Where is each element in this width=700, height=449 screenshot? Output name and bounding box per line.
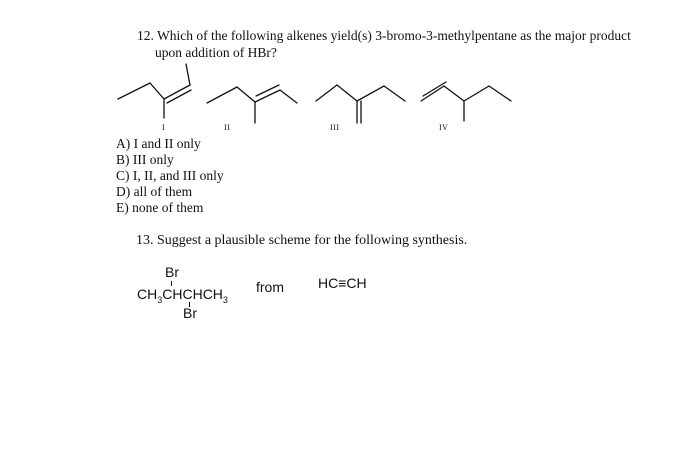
choice-e: E) none of them	[116, 200, 204, 215]
question-12-line-1: 12. Which of the following alkenes yield(s) 3-bromo-3-methylpentane as the major product	[137, 28, 631, 43]
alkene-structure-4	[421, 82, 511, 121]
structure-label-1: I	[162, 123, 166, 132]
from-word: from	[256, 279, 284, 295]
chain-text: $CH_3CHCHCH_3$	[137, 286, 228, 305]
question-13-prompt: 13. Suggest a plausible scheme for the following synthesis.	[136, 233, 468, 248]
structure-label-4: IV	[439, 123, 449, 132]
alkene-structure-1	[118, 64, 191, 118]
alkene-structure-2	[207, 85, 297, 123]
choice-c: C) I, II, and III only	[116, 168, 224, 183]
target-chain	[137, 286, 228, 305]
target-bottom-bromine: Br	[183, 305, 197, 321]
starting-material: HC≡CH	[318, 275, 367, 291]
choice-b: B) III only	[116, 152, 174, 167]
alkene-structure-3	[316, 85, 405, 123]
structure-label-3: III	[330, 123, 340, 132]
choice-d: D) all of them	[116, 184, 193, 199]
structure-label-2: II	[224, 123, 231, 132]
choice-a: A) I and II only	[116, 136, 201, 151]
target-top-bromine: Br	[165, 264, 179, 280]
question-12-line-2: upon addition of HBr?	[155, 45, 277, 60]
